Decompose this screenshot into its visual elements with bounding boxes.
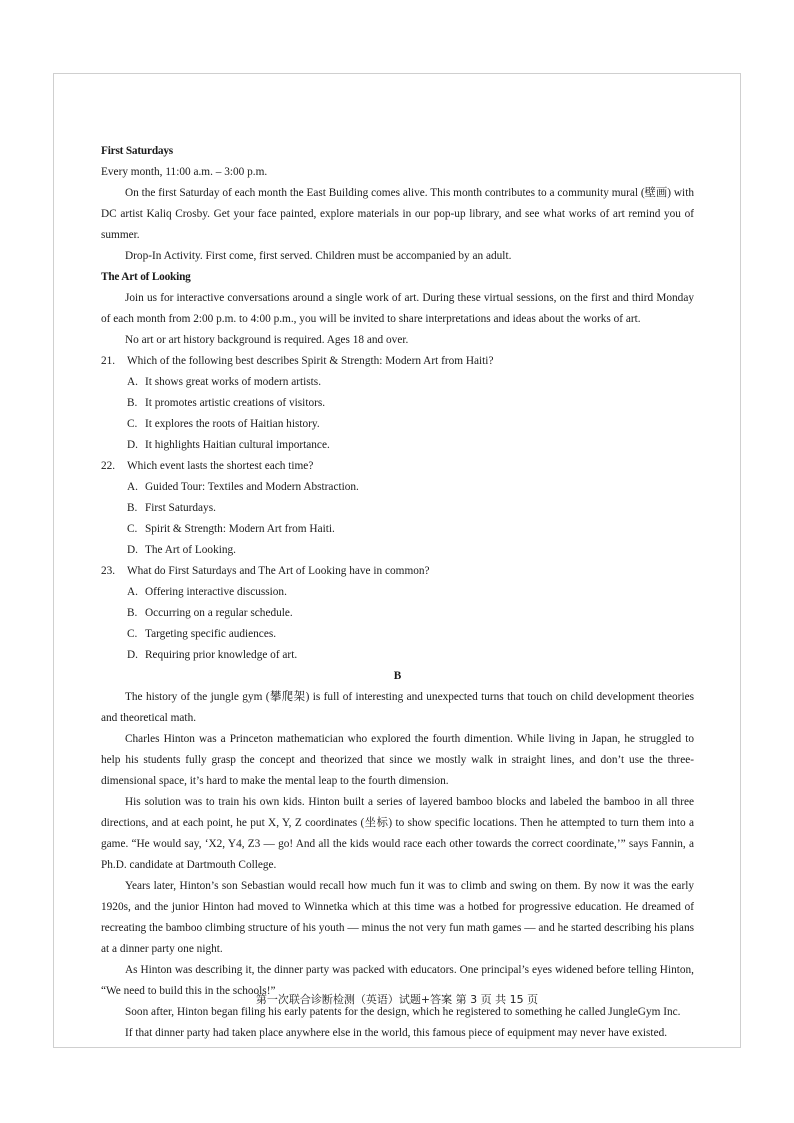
option-letter: B. — [127, 397, 138, 409]
question-23 — [101, 561, 694, 582]
option-text: Guided Tour: Textiles and Modern Abstraction. — [145, 481, 359, 493]
option-a[interactable] — [127, 582, 413, 603]
event-description: On the first Saturday of each month the East Building comes alive. This month contributes to a community mural (壁画) with DC artist Kaliq Crosby. Get your face painted, explore materials in our pop-up library, and see what works of art remind you of summer. — [101, 187, 694, 241]
passage-paragraph: If that dinner party had taken place anywhere else in the world, this famous piece of equipment may never have existed. — [125, 1027, 668, 1039]
event-description: Join us for interactive conversations around a single work of art. During these virtual sessions, on the first and third Monday of each month from 2:00 p.m. to 4:00 p.m., you will be invited to share interpretations and ideas about the works of art. — [101, 292, 694, 325]
option-letter: B. — [127, 607, 138, 619]
option-c[interactable] — [127, 414, 413, 435]
passage-paragraph: Soon after, Hinton began filing his early patents for the design, which he registered to something he called JungleGym Inc. — [125, 1006, 681, 1018]
option-c[interactable] — [127, 624, 413, 645]
page-content — [101, 141, 694, 1044]
option-text: It shows great works of modern artists. — [145, 376, 322, 388]
option-text: First Saturdays. — [145, 502, 216, 514]
option-a[interactable] — [127, 477, 413, 498]
event-time: Every month, 11:00 a.m. – 3:00 p.m. — [101, 166, 268, 178]
passage-paragraph: Charles Hinton was a Princeton mathematician who explored the fourth dimention. While living in Japan, he struggled to help his students fully grasp the concept and theorized that since we mostly walk in straight lines, and don’t use the three-dimensional space, it’s hard to make the mental leap to the fourth dimension. — [101, 733, 694, 787]
question-text: Which event lasts the shortest each time? — [127, 460, 314, 472]
question-21 — [101, 351, 694, 372]
section-label-b: B — [393, 670, 402, 682]
question-21-options — [101, 372, 694, 456]
question-number: 21. — [101, 355, 116, 367]
option-b[interactable] — [127, 498, 413, 519]
event-title-art-of-looking: The Art of Looking — [101, 271, 191, 283]
option-letter: C. — [127, 418, 138, 430]
option-letter: A. — [127, 481, 138, 493]
option-letter: D. — [127, 649, 138, 661]
option-text: Requiring prior knowledge of art. — [145, 649, 298, 661]
option-text: Occurring on a regular schedule. — [145, 607, 293, 619]
option-text: The Art of Looking. — [145, 544, 236, 556]
option-d[interactable] — [127, 435, 413, 456]
passage-paragraph: The history of the jungle gym (攀爬架) is full of interesting and unexpected turns that touch on child development theories and theoretical math. — [101, 691, 694, 724]
page-footer: 第一次联合诊断检测（英语）试题+答案 第 3 页 共 15 页 — [255, 993, 539, 1006]
option-text: Offering interactive discussion. — [145, 586, 287, 598]
option-text: Targeting specific audiences. — [145, 628, 277, 640]
event-note: No art or art history background is required. Ages 18 and over. — [125, 334, 409, 346]
event-note: Drop-In Activity. First come, first served. Children must be accompanied by an adult. — [125, 250, 512, 262]
option-letter: C. — [127, 523, 138, 535]
option-letter: A. — [127, 376, 138, 388]
question-22-options — [101, 477, 694, 561]
question-text: Which of the following best describes Spirit & Strength: Modern Art from Haiti? — [127, 355, 494, 367]
option-letter: A. — [127, 586, 138, 598]
option-text: Spirit & Strength: Modern Art from Haiti. — [145, 523, 335, 535]
option-c[interactable] — [127, 519, 413, 540]
question-22 — [101, 456, 694, 477]
option-letter: B. — [127, 502, 138, 514]
option-letter: D. — [127, 544, 138, 556]
option-letter: D. — [127, 439, 138, 451]
passage-paragraph: As Hinton was describing it, the dinner party was packed with educators. One principal’s eyes widened before telling Hinton, “We need to build this in the schools!” — [101, 964, 694, 997]
option-text: It explores the roots of Haitian history. — [145, 418, 320, 430]
question-text: What do First Saturdays and The Art of Looking have in common? — [127, 565, 430, 577]
question-number: 23. — [101, 565, 116, 577]
option-text: It highlights Haitian cultural importance. — [145, 439, 330, 451]
option-b[interactable] — [127, 603, 413, 624]
option-a[interactable] — [127, 372, 413, 393]
event-title-first-saturdays: First Saturdays — [101, 145, 174, 157]
option-b[interactable] — [127, 393, 413, 414]
passage-paragraph: His solution was to train his own kids. Hinton built a series of layered bamboo blocks and labeled the bamboo in all three directions, and at each point, he put X, Y, Z coordinates (坐标) to show specific locations. Then he attempted to turn them into a game. “He would say, ‘X2, Y4, Z3 — go! And all the kids would race each other towards the correct coordinate,’” says Fannin, a Ph.D. candidate at Dartmouth College. — [101, 796, 694, 871]
option-d[interactable] — [127, 540, 413, 561]
passage-paragraph: Years later, Hinton’s son Sebastian would recall how much fun it was to climb and swing on them. By now it was the early 1920s, and the junior Hinton had moved to Winnetka which at this time was a hotbed for progressive education. He dreamed of recreating the bamboo climbing structure of his youth — minus the not very fun math games — and he started describing his plans at a dinner party one night. — [101, 880, 694, 955]
question-23-options — [101, 582, 694, 666]
question-number: 22. — [101, 460, 116, 472]
option-text: It promotes artistic creations of visitors. — [145, 397, 326, 409]
option-d[interactable] — [127, 645, 413, 666]
option-letter: C. — [127, 628, 138, 640]
